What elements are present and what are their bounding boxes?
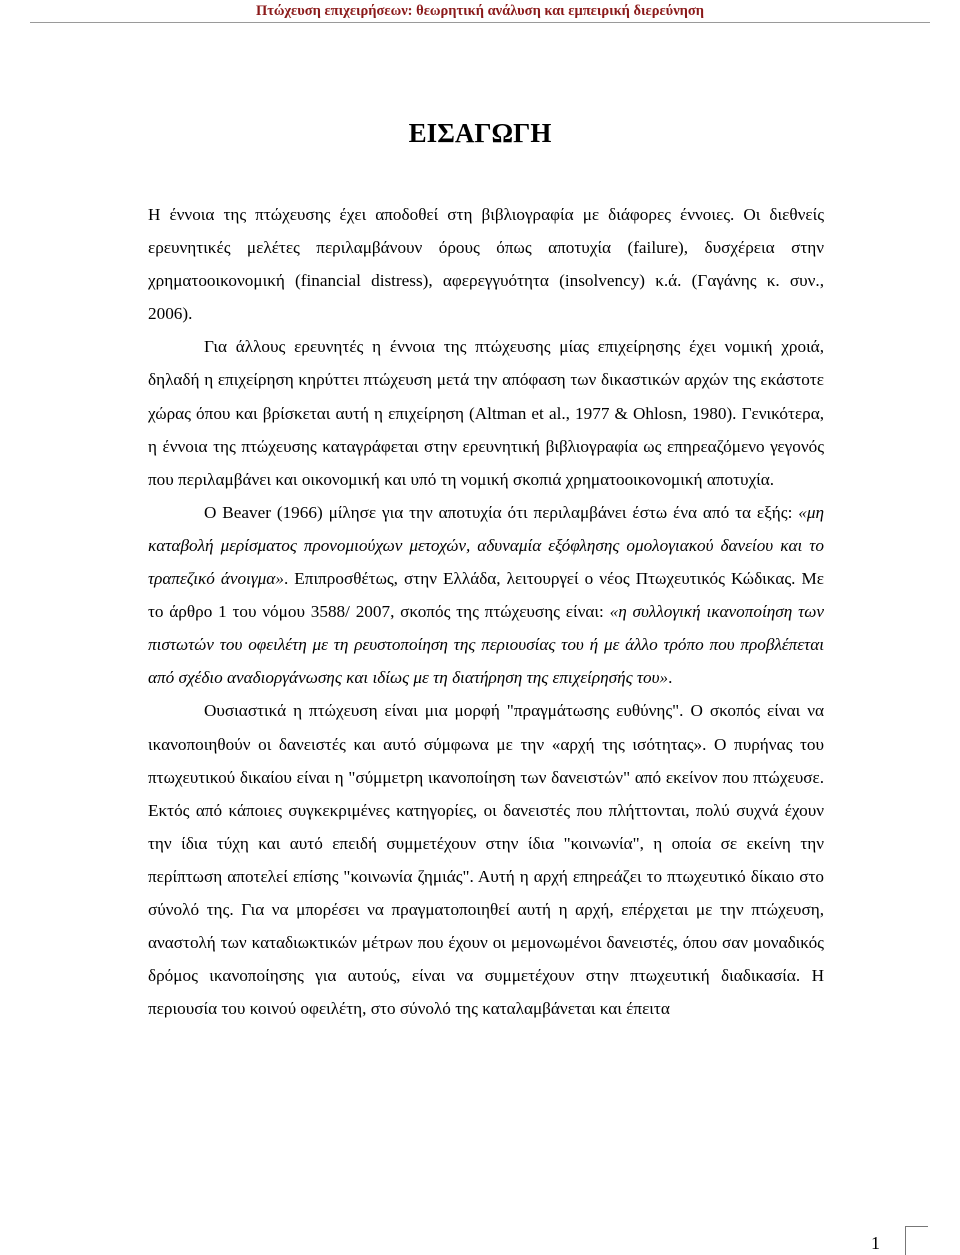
paragraph-4: Ουσιαστικά η πτώχευση είναι μια μορφή "πραγμάτωσης ευθύνης". Ο σκοπός είναι να ικανοποιηθούν οι δανειστές και αυτό σύμφωνα με την «αρχή της ισότητας». Ο πυρήνας του πτωχευτικού δικαίου είναι η "σύμμετρη ικανοποίηση των δανειστών" από εκείνον που πτώχευσε. Εκτός από κάποιες συγκεκριμένες κατηγορίες, οι δανειστές που πλήττονται, πολύ συχνά έχουν την ίδια τύχη και αυτό επειδή συμμετέχουν στην ίδια "κοινωνία", η οποία σε εκείνη την περίπτωση αποτελεί επίσης "κοινωνία ζημιάς". Αυτή η αρχή επηρεάζει το πτωχευτικό δίκαιο στο σύνολό της. Για να μπορέσει να πραγματοποιηθεί αυτή η αρχή, επέρχεται με την πτώχευση, αναστολή των καταδιωκτικών μέτρων που έχουν οι μεμονωμένοι δανειστές, όπου σαν μοναδικός δρόμος ικανοποίησης για αυτούς, είναι να συμμετέχουν στην πτωχευτική διαδικασία. Η περιουσία του κοινού οφειλέτη, στο σύνολό της καταλαμβάνεται και έπειτα: [148, 701, 824, 1019]
paragraph-3-text-1: Ο Beaver (1966) μίλησε για την αποτυχία ότι περιλαμβάνει έστω ένα από τα εξής:: [204, 502, 799, 522]
paragraph-2: Για άλλους ερευνητές η έννοια της πτώχευσης μίας επιχείρησης έχει νομική χροιά, δηλαδή η επιχείρηση κηρύττει πτώχευση μετά την απόφαση των δικαστικών αρχών της εκάστοτε χώρας όπου και βρίσκεται αυτή η επιχείρηση (Altman et al., 1977 & Ohlosn, 1980). Γενικότερα, η έννοια της πτώχευσης καταγράφεται στην ερευνητική βιβλιογραφία ως επηρεαζόμενο γεγονός που περιλαμβάνει και οικονομική και υπό τη νομική σκοπιά χρηματοοικονομική αποτυχία.: [148, 337, 824, 489]
page-corner-mark: [905, 1226, 928, 1255]
chapter-title: ΕΙΣΑΓΩΓΗ: [408, 118, 552, 149]
paragraph-3-text-2: . Επιπροσθέτως, στην Ελλάδα, λειτουργεί ο νέος Πτωχευτικός Κώδικας. Με το άρθρο 1 του νόμου 3588/ 2007, σκοπός της πτώχευσης είναι:: [148, 569, 824, 622]
paragraph-1: Η έννοια της πτώχευσης έχει αποδοθεί στη βιβλιογραφία με διάφορες έννοιες. Οι διεθνείς ερευνητικές μελέτες περιλαμβάνουν όρους όπως αποτυχία (failure), δυσχέρεια στην χρηματοοικονομική (financial distress), αφερεγγυότητα (insolvency) κ.ά. (Γαγάνης κ. συν., 2006).: [148, 205, 824, 324]
page-number: 1: [871, 1233, 880, 1253]
body-text: [148, 198, 824, 1025]
paragraph-3: [148, 496, 824, 695]
law-quote: «η συλλογική ικανοποίηση των πιστωτών του οφειλέτη με τη ρευστοποίηση της περιουσίας του ή με άλλο τρόπο που προβλέπεται από σχέδιο αναδιοργάνωσης και ιδίως με τη διατήρηση της επιχείρησής του»: [148, 602, 824, 688]
running-header: Πτώχευση επιχειρήσεων: θεωρητική ανάλυση και εμπειρική διερεύνηση: [30, 0, 930, 23]
paragraph-3-text-3: .: [668, 668, 673, 688]
beaver-quote: «μη καταβολή μερίσματος προνομιούχων μετοχών, αδυναμία εξόφλησης ομολογιακού δανείου και το τραπεζικό άνοιγμα»: [148, 502, 824, 589]
